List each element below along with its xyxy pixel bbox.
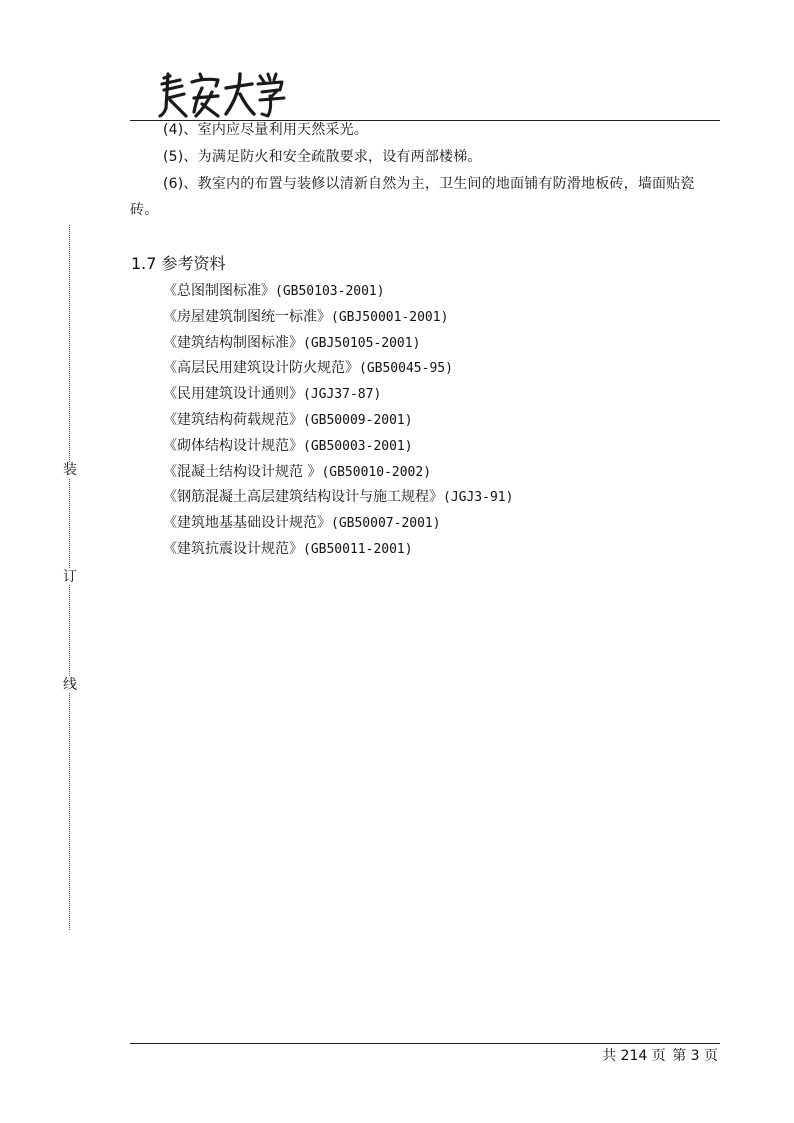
reference-code: (GB50103-2001) [275,284,385,299]
binding-char-ding: 订 [63,569,77,585]
reference-item [163,460,513,486]
reference-code: (GBJ50105-2001) [303,335,421,351]
reference-code: (GB50011-2001) [303,541,413,557]
footer-rule [130,1043,720,1044]
reference-title: 《混凝土结构设计规范 》 [163,463,322,480]
reference-item [163,382,513,408]
reference-item [163,331,513,357]
reference-title: 《砌体结构设计规范》 [163,437,303,454]
reference-item [163,511,513,537]
reference-item [163,434,513,460]
reference-code: (GB50045-95) [359,361,453,377]
total-pages: 共 214 页 [602,1048,666,1064]
page-counter [600,1046,718,1066]
reference-item [163,356,513,382]
university-logo [156,70,286,120]
reference-title: 《民用建筑设计通则》 [163,386,303,403]
reference-title: 《建筑结构制图标准》 [163,334,303,351]
reference-list [163,279,513,563]
reference-title: 《建筑结构荷载规范》 [163,411,303,428]
paragraph-item-5: (5)、为满足防火和安全疏散要求，设有两部楼梯。 [163,149,482,165]
binding-char-zhuang: 装 [63,462,77,478]
reference-title: 《总图制图标准》 [163,283,275,299]
reference-title: 《建筑地基基础设计规范》 [163,515,331,532]
reference-code: (GB50003-2001) [303,438,413,454]
reference-title: 《钢筋混凝土高层建筑结构设计与施工规程》 [163,489,443,506]
reference-code: (JGJ3-91) [443,490,514,506]
reference-code: (GBJ50001-2001) [331,309,449,325]
binding-char-xian: 线 [63,677,77,693]
reference-item [163,537,513,563]
reference-title: 《高层民用建筑设计防火规范》 [163,360,359,377]
current-page: 第 3 页 [672,1048,718,1064]
paragraph-item-6: (6)、教室内的布置与装修以清新自然为主，卫生间的地面铺有防滑地板砖，墙面贴瓷砖。 [130,176,695,218]
reference-code: (GB50009-2001) [303,412,413,428]
paragraph-item-4: (4)、室内应尽量利用天然采光。 [163,122,369,138]
reference-code: (JGJ37-87) [303,387,382,403]
reference-item [163,408,513,434]
reference-item [163,305,513,331]
logo-calligraphy [156,70,286,120]
reference-code: (GB50007-2001) [331,516,441,532]
section-heading: 1.7 参考资料 [131,254,226,273]
reference-code: (GB50010-2002) [321,464,432,480]
reference-item [163,485,513,511]
reference-item [163,279,513,305]
reference-title: 《建筑抗震设计规范》 [163,540,303,557]
reference-title: 《房屋建筑制图统一标准》 [163,308,331,325]
